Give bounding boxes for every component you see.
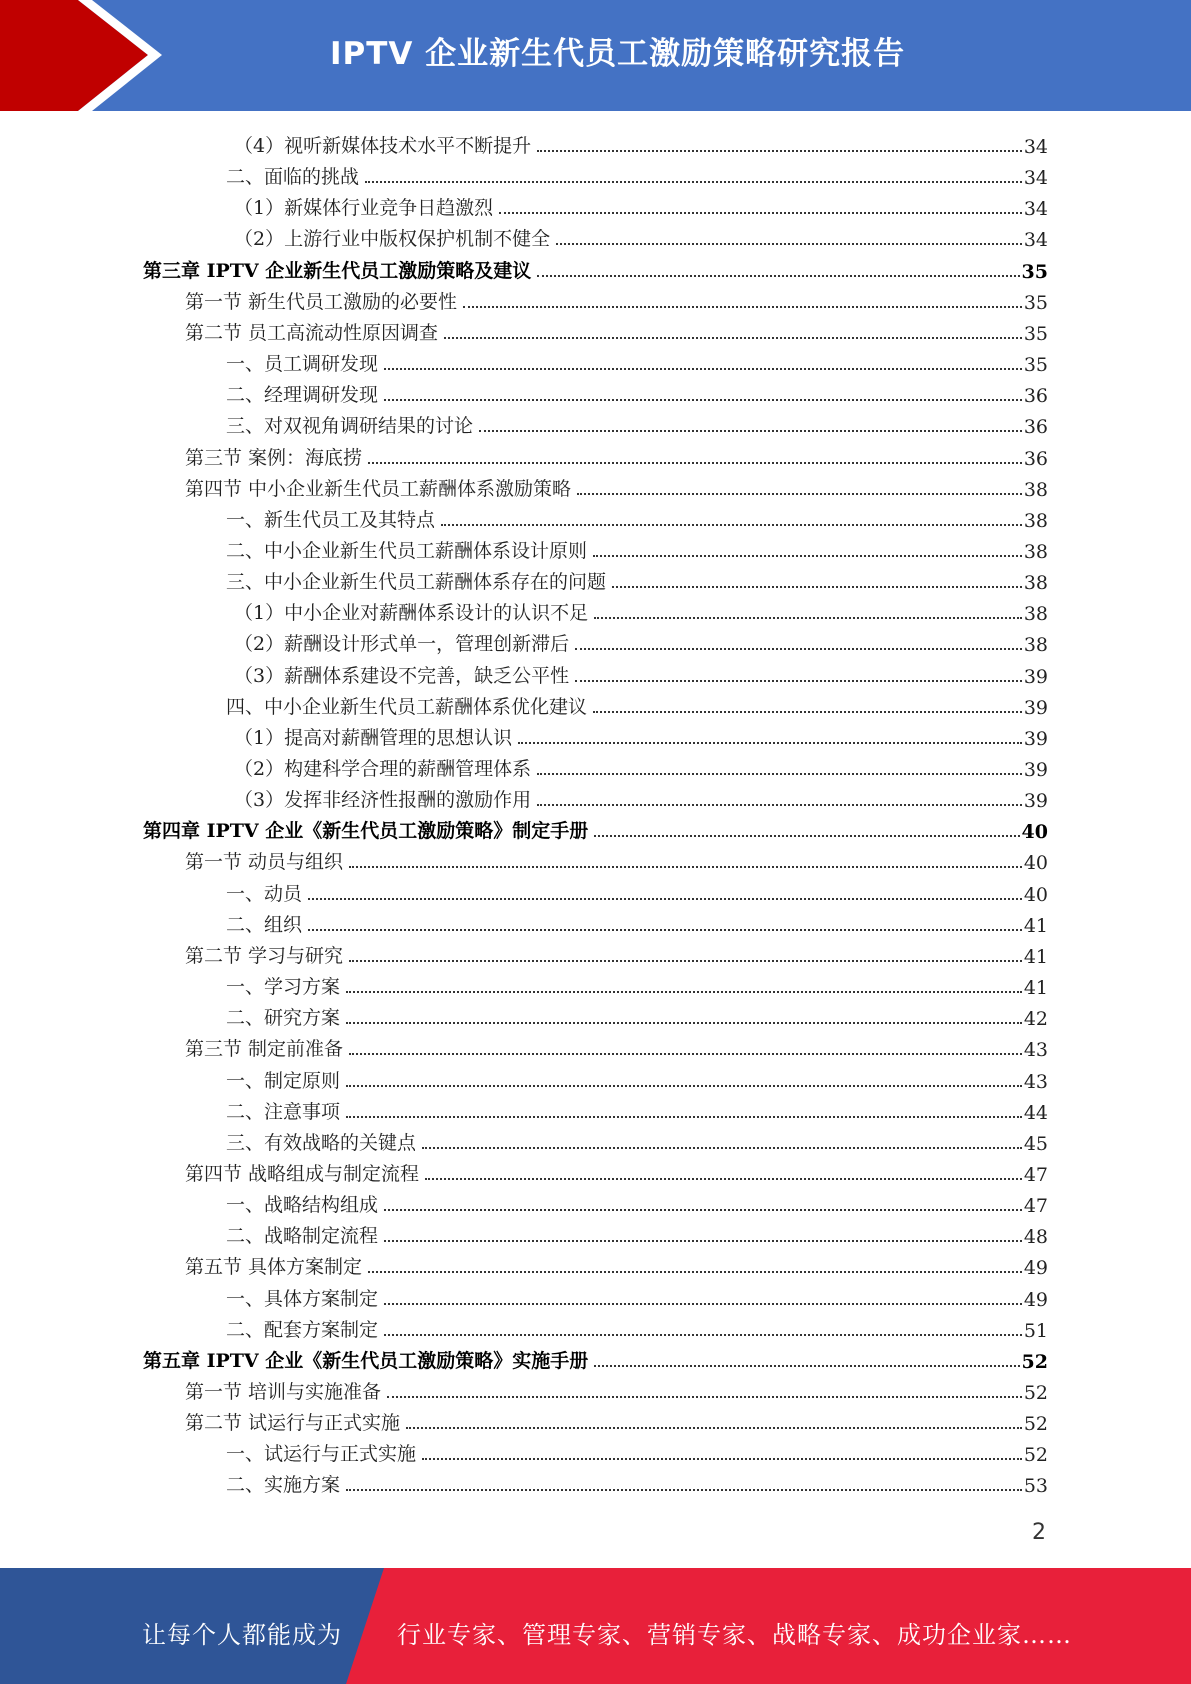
toc-entry-row[interactable] <box>226 968 1048 999</box>
toc-page-number: 41 <box>1023 915 1048 937</box>
toc-page-number: 38 <box>1023 572 1048 594</box>
toc-entry-title: 第三节 案例：海底捞 <box>185 447 363 469</box>
toc-entry-title: （3）薪酬体系建设不完善，缺乏公平性 <box>234 665 570 687</box>
toc-entry-title: 第一节 动员与组织 <box>185 851 344 873</box>
toc-entry-row[interactable] <box>185 470 1048 501</box>
toc-entry-row[interactable] <box>226 1280 1048 1311</box>
toc-dot-leader <box>499 212 1022 214</box>
toc-entry-row[interactable] <box>226 1124 1048 1155</box>
toc-entry-title: （3）发挥非经济性报酬的激励作用 <box>234 789 532 811</box>
toc-entry-row[interactable] <box>226 376 1048 407</box>
toc-entry-row[interactable] <box>226 1186 1048 1217</box>
toc-entry-title: （1）中小企业对薪酬体系设计的认识不足 <box>234 602 589 624</box>
toc-dot-leader <box>384 1334 1022 1336</box>
toc-page-number: 35 <box>1023 292 1048 314</box>
toc-page-number: 48 <box>1023 1226 1048 1248</box>
toc-entry-row[interactable] <box>226 158 1048 189</box>
toc-entry-title: 四、中小企业新生代员工薪酬体系优化建议 <box>226 696 588 718</box>
toc-page-number: 41 <box>1023 946 1048 968</box>
toc-entry-row[interactable] <box>226 1466 1048 1497</box>
toc-dot-leader <box>441 524 1022 526</box>
toc-chapter-row[interactable] <box>143 252 1048 283</box>
toc-entry-row[interactable] <box>234 781 1048 812</box>
toc-dot-leader <box>346 991 1022 993</box>
toc-entry-title: 二、配套方案制定 <box>226 1319 379 1341</box>
toc-entry-title: 二、战略制定流程 <box>226 1225 379 1247</box>
toc-entry-title: 一、具体方案制定 <box>226 1288 379 1310</box>
toc-entry-title: 二、实施方案 <box>226 1474 341 1496</box>
toc-dot-leader <box>537 773 1022 775</box>
toc-dot-leader <box>612 586 1022 588</box>
toc-entry-title: 第五节 具体方案制定 <box>185 1256 363 1278</box>
toc-page-number: 35 <box>1023 323 1048 345</box>
toc-dot-leader <box>425 1178 1022 1180</box>
toc-entry-title: 二、面临的挑战 <box>226 166 360 188</box>
toc-entry-title: 二、组织 <box>226 914 303 936</box>
toc-page-number: 52 <box>1023 1413 1048 1435</box>
toc-dot-leader <box>384 1303 1022 1305</box>
toc-entry-row[interactable] <box>226 501 1048 532</box>
toc-entry-title: 一、试运行与正式实施 <box>226 1443 417 1465</box>
toc-dot-leader <box>556 243 1022 245</box>
toc-dot-leader <box>384 1209 1022 1211</box>
toc-page-number: 38 <box>1023 634 1048 656</box>
toc-page-number: 43 <box>1023 1071 1048 1093</box>
toc-page-number: 40 <box>1023 884 1048 906</box>
toc-entry-row[interactable] <box>226 1062 1048 1093</box>
toc-entry-title: 一、制定原则 <box>226 1070 341 1092</box>
toc-dot-leader <box>365 181 1022 183</box>
toc-dot-leader <box>422 1458 1022 1460</box>
toc-page-number: 45 <box>1023 1133 1048 1155</box>
toc-page-number: 53 <box>1023 1475 1048 1497</box>
toc-entry-row[interactable] <box>185 1248 1048 1279</box>
toc-page-number: 38 <box>1023 541 1048 563</box>
toc-entry-row[interactable] <box>185 937 1048 968</box>
page-number: 2 <box>1032 1520 1046 1545</box>
toc-page-number: 47 <box>1023 1164 1048 1186</box>
toc-dot-leader <box>593 555 1022 557</box>
toc-page-number: 49 <box>1023 1257 1048 1279</box>
toc-entry-title: 第四节 中小企业新生代员工薪酬体系激励策略 <box>185 478 572 500</box>
toc-entry-title: 一、新生代员工及其特点 <box>226 509 436 531</box>
toc-dot-leader <box>518 742 1022 744</box>
toc-dot-leader <box>537 804 1022 806</box>
toc-entry-row[interactable] <box>234 719 1048 750</box>
toc-entry-row[interactable] <box>226 345 1048 376</box>
toc-entry-row[interactable] <box>226 532 1048 563</box>
toc-entry-title: 第二节 员工高流动性原因调查 <box>185 322 439 344</box>
toc-entry-title: （2）构建科学合理的薪酬管理体系 <box>234 758 532 780</box>
toc-entry-title: （2）上游行业中版权保护机制不健全 <box>234 228 551 250</box>
toc-dot-leader <box>384 368 1022 370</box>
toc-entry-row[interactable] <box>234 189 1048 220</box>
toc-chapter-row[interactable] <box>143 812 1048 843</box>
toc-entry-title: 三、对双视角调研结果的讨论 <box>226 415 474 437</box>
toc-dot-leader <box>575 648 1022 650</box>
toc-page-number: 38 <box>1023 510 1048 532</box>
toc-entry-row[interactable] <box>226 1217 1048 1248</box>
toc-page-number: 52 <box>1021 1351 1048 1373</box>
toc-entry-title: 二、中小企业新生代员工薪酬体系设计原则 <box>226 540 588 562</box>
toc-page-number: 39 <box>1023 697 1048 719</box>
toc-entry-title: （4）视听新媒体技术水平不断提升 <box>234 135 532 157</box>
toc-dot-leader <box>308 929 1022 931</box>
toc-dot-leader <box>537 275 1019 277</box>
toc-page-number: 34 <box>1023 229 1048 251</box>
toc-entry-title: （2）薪酬设计形式单一，管理创新滞后 <box>234 633 570 655</box>
toc-entry-row[interactable] <box>234 750 1048 781</box>
toc-entry-title: 三、有效战略的关键点 <box>226 1132 417 1154</box>
toc-dot-leader <box>349 866 1022 868</box>
toc-page-number: 42 <box>1023 1008 1048 1030</box>
toc-entry-title: 第三节 制定前准备 <box>185 1038 344 1060</box>
toc-entry-row[interactable] <box>226 688 1048 719</box>
toc-entry-row[interactable] <box>185 1155 1048 1186</box>
toc-entry-title: 第一节 新生代员工激励的必要性 <box>185 291 458 313</box>
toc-entry-row[interactable] <box>226 563 1048 594</box>
toc-dot-leader <box>479 430 1022 432</box>
toc-dot-leader <box>346 1116 1022 1118</box>
toc-entry-title: 一、动员 <box>226 883 303 905</box>
toc-page-number: 43 <box>1023 1039 1048 1061</box>
toc-dot-leader <box>346 1489 1022 1491</box>
toc-page-number: 47 <box>1023 1195 1048 1217</box>
toc-dot-leader <box>308 898 1022 900</box>
toc-entry-title: 第五章 IPTV 企业《新生代员工激励策略》实施手册 <box>143 1350 589 1372</box>
toc-page-number: 52 <box>1023 1444 1048 1466</box>
toc-page-number: 36 <box>1023 416 1048 438</box>
toc-page-number: 38 <box>1023 603 1048 625</box>
toc-entry-row[interactable] <box>185 1373 1048 1404</box>
toc-dot-leader <box>387 1396 1022 1398</box>
toc-page-number: 40 <box>1021 821 1048 843</box>
toc-page-number: 34 <box>1023 136 1048 158</box>
toc-page-number: 39 <box>1023 728 1048 750</box>
toc-entry-title: （1）提高对薪酬管理的思想认识 <box>234 727 513 749</box>
toc-dot-leader <box>594 617 1022 619</box>
toc-dot-leader <box>384 399 1022 401</box>
toc-page-number: 40 <box>1023 852 1048 874</box>
toc-page-number: 39 <box>1023 790 1048 812</box>
toc-page-number: 34 <box>1023 198 1048 220</box>
toc-page-number: 36 <box>1023 448 1048 470</box>
toc-entry-title: 二、经理调研发现 <box>226 384 379 406</box>
toc-page-number: 35 <box>1023 354 1048 376</box>
toc-page-number: 52 <box>1023 1382 1048 1404</box>
toc-entry-row[interactable] <box>226 999 1048 1030</box>
toc-dot-leader <box>422 1147 1022 1149</box>
toc-page-number: 36 <box>1023 385 1048 407</box>
toc-entry-title: 第二节 学习与研究 <box>185 945 344 967</box>
toc-entry-title: 二、注意事项 <box>226 1101 341 1123</box>
toc-entry-row[interactable] <box>185 439 1048 470</box>
toc-entry-row[interactable] <box>226 407 1048 438</box>
toc-dot-leader <box>593 711 1022 713</box>
toc-dot-leader <box>346 1085 1022 1087</box>
toc-entry-row[interactable] <box>234 594 1048 625</box>
page-footer-band <box>0 1568 1191 1684</box>
toc-entry-title: 二、研究方案 <box>226 1007 341 1029</box>
toc-entry-title: 第三章 IPTV 企业新生代员工激励策略及建议 <box>143 260 532 282</box>
toc-page-number: 34 <box>1023 167 1048 189</box>
toc-page-number: 35 <box>1021 261 1048 283</box>
footer-slogan-left: 让每个人都能成为 <box>142 1621 342 1649</box>
toc-entry-title: 第一节 培训与实施准备 <box>185 1381 382 1403</box>
toc-chapter-row[interactable] <box>143 1342 1048 1373</box>
toc-entry-row[interactable] <box>226 875 1048 906</box>
header-title: IPTV 企业新生代员工激励策略研究报告 <box>330 36 906 72</box>
toc-page-number: 39 <box>1023 666 1048 688</box>
toc-entry-row[interactable] <box>226 1311 1048 1342</box>
toc-dot-leader <box>368 1271 1022 1273</box>
toc-dot-leader <box>384 1240 1022 1242</box>
toc-entry-row[interactable] <box>185 283 1048 314</box>
toc-entry-row[interactable] <box>234 127 1048 158</box>
toc-entry-title: 一、战略结构组成 <box>226 1194 379 1216</box>
footer-slogan-right: 行业专家、管理专家、营销专家、战略专家、成功企业家…… <box>397 1621 1072 1649</box>
toc-page-number: 49 <box>1023 1289 1048 1311</box>
toc-entry-row[interactable] <box>226 906 1048 937</box>
toc-dot-leader <box>575 680 1022 682</box>
toc-entry-row[interactable] <box>226 1093 1048 1124</box>
toc-page-number: 38 <box>1023 479 1048 501</box>
toc-dot-leader <box>406 1427 1022 1429</box>
toc-page-number: 41 <box>1023 977 1048 999</box>
toc-entry-row[interactable] <box>185 1404 1048 1435</box>
toc-page-number: 51 <box>1023 1320 1048 1342</box>
toc-entry-title: 一、学习方案 <box>226 976 341 998</box>
toc-dot-leader <box>577 493 1022 495</box>
toc-entry-row[interactable] <box>234 625 1048 656</box>
toc-entry-row[interactable] <box>226 1435 1048 1466</box>
toc-page-number: 44 <box>1023 1102 1048 1124</box>
toc-dot-leader <box>463 306 1022 308</box>
toc-entry-title: 第四章 IPTV 企业《新生代员工激励策略》制定手册 <box>143 820 589 842</box>
toc-dot-leader <box>594 835 1019 837</box>
toc-entry-title: （1）新媒体行业竞争日趋激烈 <box>234 197 494 219</box>
toc-entry-title: 第二节 试运行与正式实施 <box>185 1412 401 1434</box>
toc-entry-row[interactable] <box>234 220 1048 251</box>
toc-dot-leader <box>346 1022 1022 1024</box>
toc-entry-title: 第四节 战略组成与制定流程 <box>185 1163 420 1185</box>
toc-entry-title: 一、员工调研发现 <box>226 353 379 375</box>
page-header-band <box>0 0 1191 111</box>
toc-dot-leader <box>537 150 1022 152</box>
toc-dot-leader <box>444 337 1022 339</box>
toc-page-number: 39 <box>1023 759 1048 781</box>
toc-dot-leader <box>594 1365 1019 1367</box>
toc-dot-leader <box>349 960 1022 962</box>
toc-entry-title: 三、中小企业新生代员工薪酬体系存在的问题 <box>226 571 607 593</box>
toc-entry-row[interactable] <box>234 657 1048 688</box>
toc-entry-row[interactable] <box>185 314 1048 345</box>
toc-entry-row[interactable] <box>185 843 1048 874</box>
toc-dot-leader <box>368 462 1022 464</box>
toc-entry-row[interactable] <box>185 1030 1048 1061</box>
toc-dot-leader <box>349 1053 1022 1055</box>
